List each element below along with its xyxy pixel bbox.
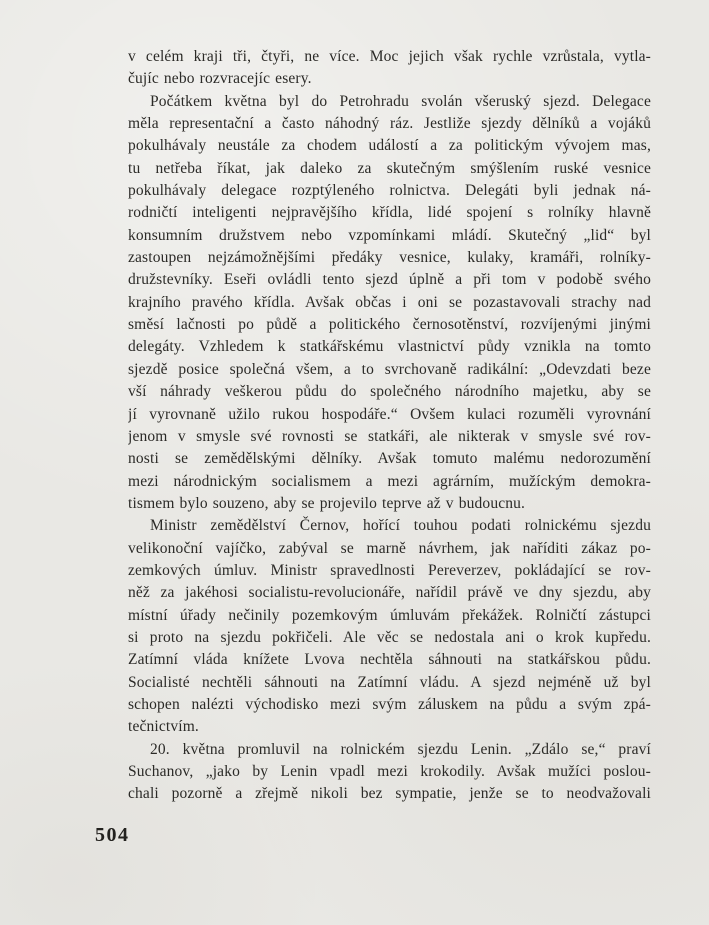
text-line: Zatímní vláda knížete Lvova nechtěla sáhnouti na statkářskou půdu.	[128, 651, 651, 669]
text-line: si proto na sjezdu pokřičeli. Ale věc se nedostala ani o krok kupředu.	[128, 628, 651, 646]
text-line: nosti se zemědělskými dělníky. Avšak tomuto malému nedorozumění	[128, 450, 651, 468]
text-line: zemkových úmluv. Ministr spravedlnosti Pereverzev, pokládající se rov-	[128, 561, 651, 579]
text-line: čujíc nebo rozvracejíc esery.	[128, 70, 312, 88]
text-line: pokulhávaly delegace rozptýleného rolnictva. Delegáti byli jednak ná-	[128, 182, 651, 200]
text-line: chali pozorně a zřejmě nikoli bez sympatie, jenže se to neodvažovali	[128, 785, 651, 803]
page-number: 504	[95, 824, 130, 846]
text-line: něž za jakéhosi socialistu-revolucionáře, nařídil právě ve dny sjezdu, aby	[128, 584, 651, 602]
text-line: mezi národnickým socialismem a mezi agrárním, mužíckým demokra-	[128, 472, 651, 490]
text-line: sjezdě posice společná všem, a to svrchovaně radikální: „Odevzdati beze	[128, 360, 651, 378]
text-line: konsumním družstvem nebo vzpomínkami mládí. Skutečný „lid“ byl	[128, 226, 651, 244]
text-line: tu netřeba říkat, jak daleko za skutečným smýšlením ruské vesnice	[128, 159, 651, 177]
text-line: velikonoční vajíčko, zabýval se marně návrhem, jak naříditi zákaz po-	[128, 539, 651, 557]
text-line: Ministr zemědělství Černov, hořící touhou podati rolnickému sjezdu	[150, 517, 651, 535]
body-text	[128, 46, 651, 806]
text-line: družstevníky. Eseři ovládli tento sjezd úplně a při tom v podobě svého	[128, 271, 651, 289]
text-line: tismem bylo souzeno, aby se projevilo teprve až v budoucnu.	[128, 494, 526, 512]
text-line: jí vyrovnaně užilo rukou hospodáře.“ Ovšem kulaci rozuměli vyrovnání	[128, 405, 651, 423]
text-line: Suchanov, „jako by Lenin vpadl mezi krokodily. Avšak mužíci poslou-	[128, 763, 651, 780]
text-line: krajního pravého křídla. Avšak občas i oni se pozastavovali strachy nad	[128, 293, 651, 311]
text-line: delegáty. Vzhledem k statkářskému vlastnictví půdy vznikla na tomto	[128, 338, 651, 356]
text-line: Počátkem května byl do Petrohradu svolán všeruský sjezd. Delegace	[150, 92, 651, 110]
text-line: rodničtí inteligenti nejpravějšího křídla, lidé spojení s rolníky hlavně	[128, 204, 651, 222]
text-line: vší náhrady veškerou půdu do společného národního majetku, aby se	[128, 383, 651, 401]
text-line: měla representační a často náhodný ráz. Jestliže sjezdy dělníků a vojáků	[128, 115, 651, 133]
text-line: směsí lačnosti po půdě a politického černosotěnství, rozvíjenými jinými	[128, 316, 651, 334]
text-line: tečnictvím.	[128, 718, 199, 736]
text-line: 20. května promluvil na rolnickém sjezdu Lenin. „Zdálo se,“ praví	[150, 740, 651, 758]
text-line: jenom v smysle své rovnosti se statkáři, ale nikterak v smysle své rov-	[128, 427, 651, 445]
text-line: zastoupen nejzámožnějšími předáky vesnice, kulaky, kramáři, rolníky-	[128, 249, 651, 267]
text-line: místní úřady nečinily pozemkovým úmluvám překážek. Rolničtí zástupci	[128, 606, 651, 624]
text-line: Socialisté nechtěli sáhnouti na Zatímní vládu. A sjezd nejméně už byl	[128, 673, 651, 691]
text-line: v celém kraji tři, čtyři, ne více. Moc jejich však rychle vzrůstala, vytla-	[128, 48, 651, 65]
text-line: pokulhávaly neustále za chodem událostí a za politickým vývojem mas,	[128, 137, 651, 155]
text-line: schopen nalézti východisko mezi svým záluskem na půdu a svým zpá-	[128, 695, 651, 713]
